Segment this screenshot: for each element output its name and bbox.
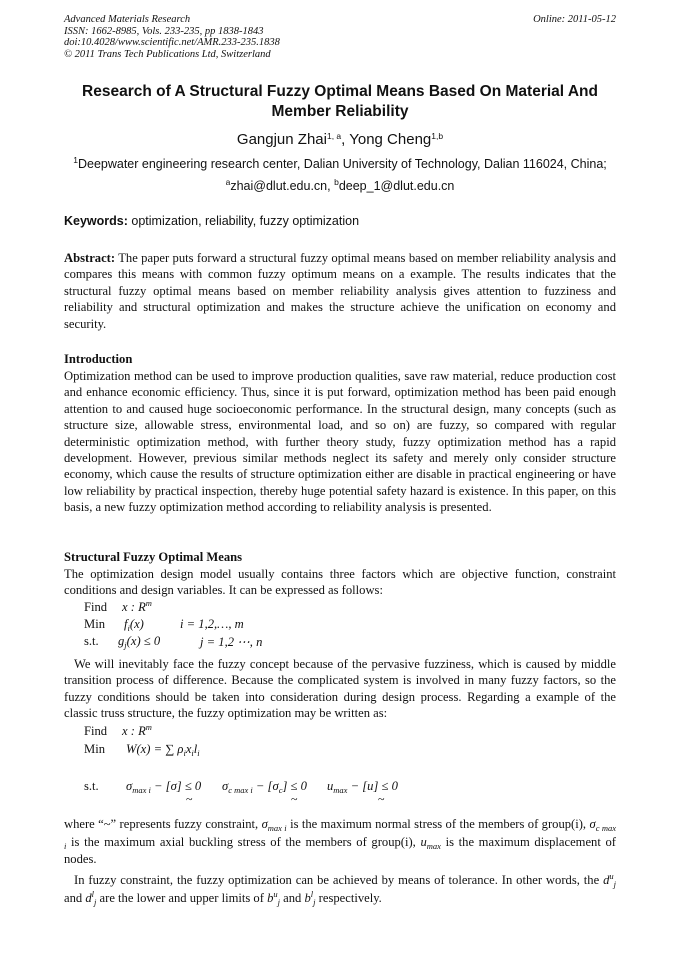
journal-name: Advanced Materials Research: [64, 14, 191, 25]
fuzzy-tilde: ~: [186, 792, 193, 806]
section2-paragraph-2: We will inevitably face the fuzzy concept because of the pervasive fuzziness, which is caused by middle transition process of difference. Because the complicated system is involved in many fuzzy factors, so the fuzzy conditions should be taken into consideration during design process. Regarding a example of the classic truss structure, the fuzzy optimization may be written as:: [64, 657, 616, 721]
section-heading-introduction: Introduction: [64, 352, 133, 366]
eq1-constraint-range: j = 1,2 ⋯, n: [200, 635, 263, 649]
fuzzy-tilde: ~: [378, 792, 385, 806]
abstract-label: Abstract:: [64, 251, 116, 265]
eq2-find-expr: x : $R^m$: [122, 722, 152, 738]
symbol-sigma-max: $\sigma_{max i}$: [261, 817, 287, 833]
issn-line: ISSN: 1662-8985, Vols. 233-235, pp 1838-1843: [64, 25, 264, 37]
affiliation: [64, 157, 616, 171]
abstract: [64, 250, 616, 332]
keywords: [64, 214, 616, 228]
eq1-min-label: Min: [84, 617, 105, 631]
section-heading-fuzzy-optimal: Structural Fuzzy Optimal Means: [64, 550, 243, 564]
author-superscript: 1,b: [431, 131, 444, 141]
section2-paragraph-3: where “~” represents fuzzy constraint, $\sigma_{max i}$ is the maximum normal stress of the members of group(i), $\sigma_{c max i}$ is the maximum axial buckling stress of the members of group(i), $u_{max}$ is the maximum displacement of nodes.: [64, 817, 617, 866]
email-separator: ,: [327, 179, 335, 193]
symbol-d-l: $d^l_j$: [85, 888, 97, 907]
introduction-text: Optimization method can be used to improve production qualities, save raw material, reduce production cost and enhance economic efficiency. Thus, since it is put forward, optimization method has been paid enough attention to and caused huge socioeconomic performance. In the structural design, many concepts (such as structure size, allowable stress, environmental load, and so on) are fuzzy, so compared with regular deterministic optimization method, with further theory study, fuzzy optimization method has a rapid development. However, previous similar methods neglect its safety and merely only consider structure economy, which cause the results of structure optimization either are disable in practical engineering or have low reliability by practical inspection, thereby huge potential safety hazard is existence. In this paper, on this basis, a new fuzzy optimization method according to reliability analysis is presented.: [64, 369, 616, 515]
symbol-u-max: $u_{max}$: [420, 834, 441, 851]
eq2-st-label: s.t.: [84, 779, 99, 793]
eq1-constraint: $g_j(x) \le 0$: [118, 634, 161, 650]
email-link[interactable]: deep_1@dlut.edu.cn: [338, 179, 455, 193]
eq2-objective: W(x) = ∑ $\rho_ix_il_i$: [126, 742, 200, 758]
eq2-min-label: Min: [84, 742, 105, 756]
author-name: Yong Cheng: [349, 131, 432, 148]
paper-title: Research of A Structural Fuzzy Optimal Means Based On Material And Member Reliability: [82, 83, 598, 120]
affiliation-text: Deepwater engineering research center, Dalian University of Technology, Dalian 116024, China;: [77, 157, 607, 171]
author-name: Gangjun Zhai: [236, 131, 327, 148]
eq2-constraint-displacement: $u_{max} - [u] \le 0$: [327, 779, 398, 795]
eq1-objective-range: i = 1,2,…, m: [180, 617, 244, 631]
fuzzy-tilde: ~: [291, 792, 298, 806]
symbol-b-u: $b^u_j$: [267, 888, 280, 907]
eq1-st-label: s.t.: [84, 634, 99, 648]
eq1-find-expr: x : $R^m$: [122, 598, 152, 614]
author-superscript: 1, a: [326, 131, 342, 141]
symbol-d-u: $d^u_j$: [603, 871, 616, 889]
affiliation-superscript: 1: [73, 155, 78, 165]
eq1-objective: $f_i(x)$: [124, 617, 144, 633]
symbol-sigma-c-max: $\sigma_{c max i}$: [64, 817, 617, 851]
eq2-find-label: Find: [84, 724, 108, 738]
section2-paragraph-4: In fuzzy constraint, the fuzzy optimization can be achieved by means of tolerance. In other words, the $d^u_j$ and $d^l_j$ are the lower and upper limits of $b^u_j$ and $b^l_j$ respectively.: [64, 871, 616, 907]
email-superscript: b: [334, 177, 339, 187]
email-line: [64, 179, 616, 193]
eq2-constraint-stress: $\sigma_{max i} - [\sigma] \le 0$: [126, 779, 202, 795]
keywords-label: Keywords:: [64, 214, 128, 228]
eq1-find-label: Find: [84, 600, 108, 614]
copyright-line: © 2011 Trans Tech Publications Ltd, Switzerland: [64, 48, 271, 60]
online-date: Online: 2011-05-12: [533, 14, 616, 25]
keywords-text: optimization, reliability, fuzzy optimization: [127, 214, 360, 228]
doi-line: doi:10.4028/www.scientific.net/AMR.233-235.1838: [64, 37, 280, 48]
email-link[interactable]: zhai@dlut.edu.cn: [230, 179, 328, 193]
section2-paragraph-1: The optimization design model usually contains three factors which are objective function, constraint conditions and design variables. It can be expressed as follows:: [64, 567, 616, 598]
email-superscript: a: [225, 177, 231, 187]
symbol-b-l: $b^l_j$: [304, 888, 316, 907]
journal-header: [64, 14, 616, 60]
author-line: [64, 131, 616, 148]
author-separator: ,: [341, 131, 350, 148]
abstract-text: The paper puts forward a structural fuzzy optimal means based on member reliability analysis and compares this means with common fuzzy optimum means on a example. The results indicates that the structural fuzzy optimal means based on member reliability analysis gives attention to fuzziness and reliability and structural optimization and makes the structure achieve the unification on economy and security.: [64, 251, 616, 331]
eq2-constraint-buckling: $\sigma_{c max i} - [\sigma_c] \le 0$: [222, 779, 307, 795]
